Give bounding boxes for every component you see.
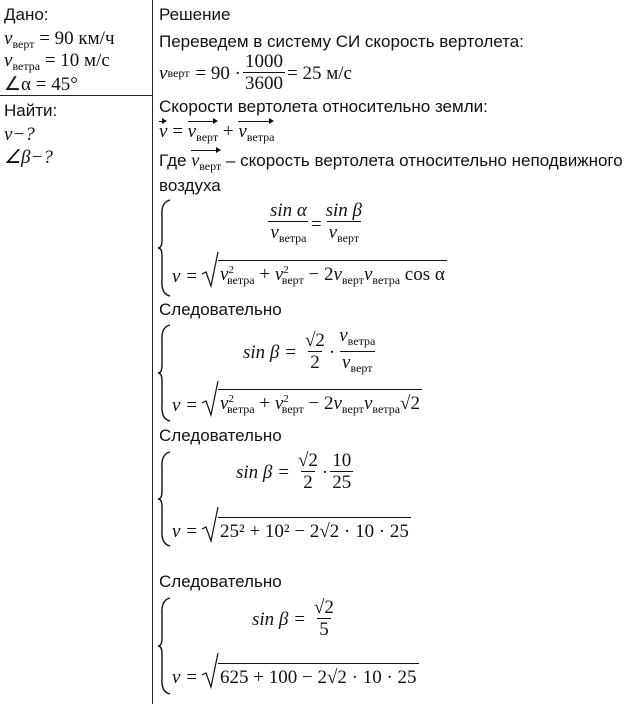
vector-sum: $v = v_{верт} + v_{ветра}$	[159, 121, 275, 144]
given-v-wind: $v_{ветра} = 10$ м/с	[4, 50, 110, 73]
find-title: Найти:	[4, 101, 58, 120]
column-divider	[152, 0, 153, 704]
solution-line1: Переведем в систему СИ скорость вертолета:	[159, 32, 524, 51]
where-line: Где $v_{верт}$ – скорость вертолета относительно неподвижного	[159, 150, 623, 173]
system2-eq2: v = $v^2_{ветра} + v^2_{верт} - 2v_{верт}v_{ветра}√2$	[172, 381, 422, 417]
system4-eq1: sin β = $\frac{√2}{5}$	[252, 597, 334, 640]
find-beta: ∠β−?	[4, 147, 53, 168]
system3-eq1: sin β = $\frac{√2}{2}$ · $\frac{10}{25}$	[236, 450, 352, 493]
given-alpha: ∠α = 45°	[4, 74, 78, 95]
given-title: Дано:	[4, 5, 49, 24]
find-v: v−?	[4, 124, 35, 145]
system1-eq1: $\frac{\text{sin α}}{v_{ветра}}$ = $\frac{\text{sin β}}{v_{верт}}$	[266, 201, 366, 249]
system3-brace	[158, 452, 172, 546]
solution-title: Решение	[159, 5, 231, 24]
system4-eq2: v = 625 + 100 − 2√2 · 10 · 25	[172, 653, 419, 689]
where-line-2: воздуха	[159, 176, 221, 195]
given-v-vert: $v_{верт} = 90$ км/ч	[4, 28, 115, 51]
hence-2: Следовательно	[159, 426, 282, 445]
system2-eq1: sin β = $\frac{√2}{2}$ · $\frac{v_{ветра}}{v_{верт}}$	[243, 326, 379, 379]
hence-3: Следовательно	[159, 572, 282, 591]
system3-eq2: v = 25² + 10² − 2√2 · 10 · 25	[172, 507, 411, 543]
hence-1: Следовательно	[159, 300, 282, 319]
system1-brace	[158, 200, 172, 296]
system2-brace	[158, 325, 172, 421]
conversion-formula: v верт = 90 · $\frac{1000}{3600}$ = 25 м/с	[159, 51, 352, 94]
solution-line2: Скорости вертолета относительно земли:	[159, 97, 488, 116]
system4-brace	[158, 598, 172, 694]
system1-eq2: v = $v^2_{ветра} + v^2_{верт} - 2v_{верт}v_{ветра}$ cos α	[172, 252, 447, 288]
